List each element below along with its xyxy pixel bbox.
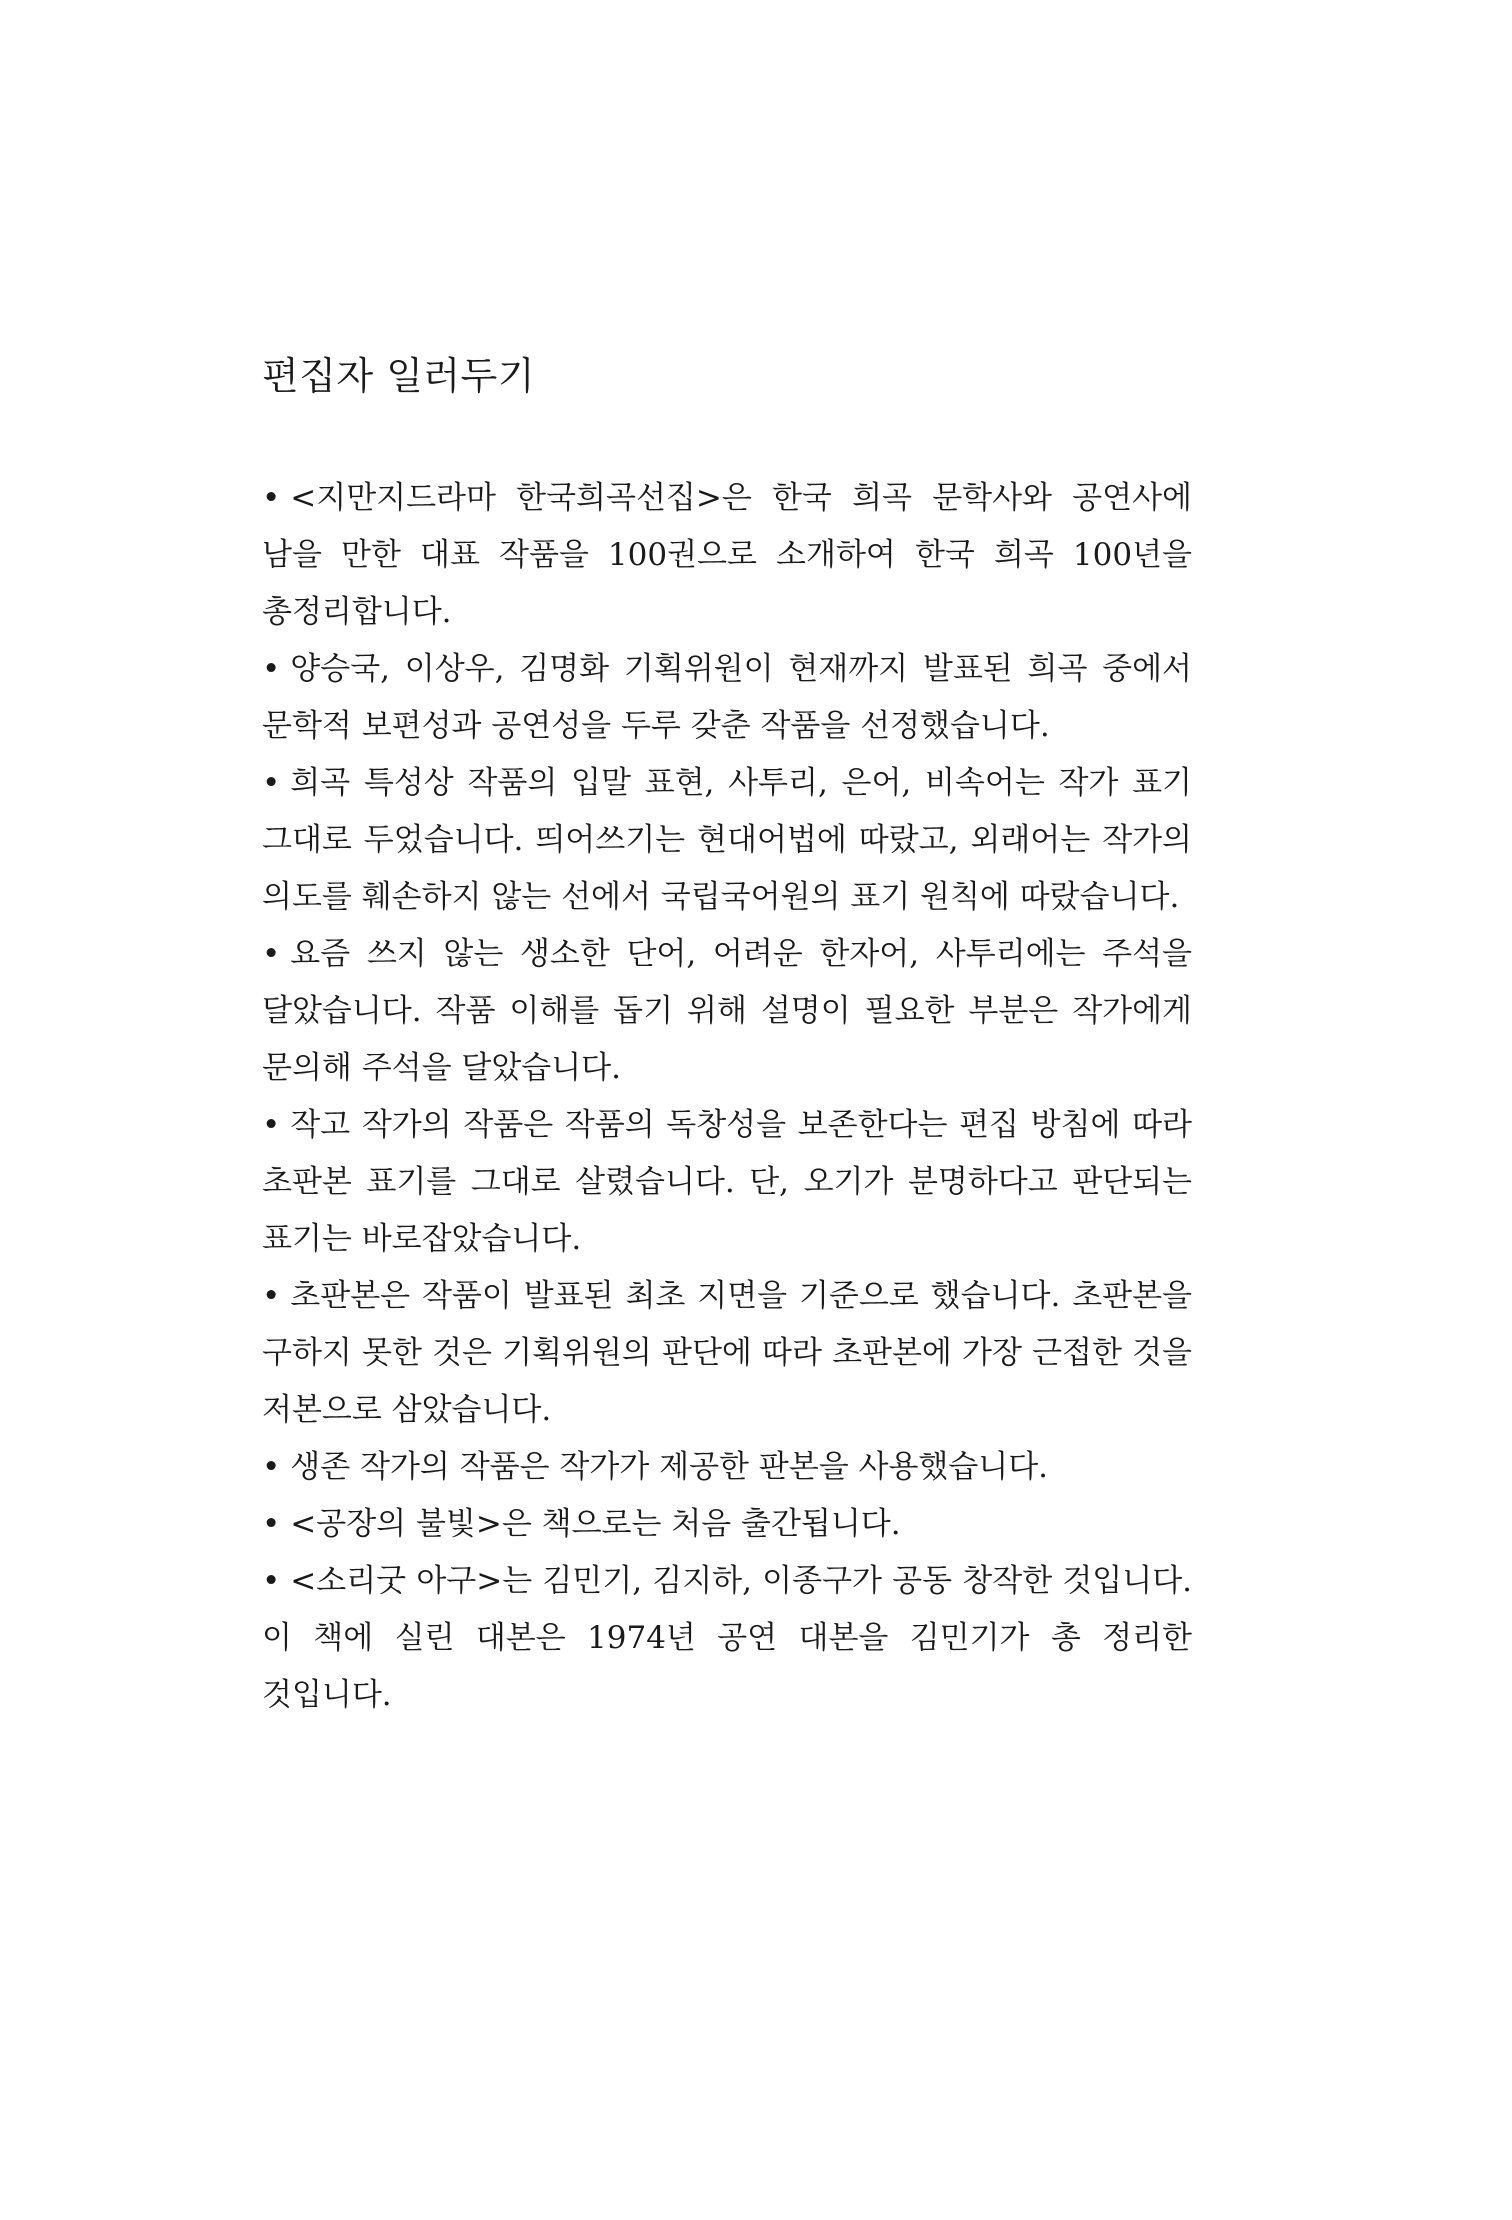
note-item	[262, 755, 1192, 926]
note-item	[262, 926, 1192, 1097]
note-text: 작고 작가의 작품은 작품의 독창성을 보존한다는 편집 방침에 따라 초판본 표기를 그대로 살렸습니다. 단, 오기가 분명하다고 판단되는 표기는 바로잡았습니다.	[262, 1107, 1192, 1257]
note-item	[262, 1097, 1192, 1268]
note-item	[262, 1553, 1192, 1724]
bullet-icon: •	[262, 1449, 281, 1485]
bullet-icon: •	[262, 1563, 281, 1599]
note-item	[262, 470, 1192, 641]
bullet-icon: •	[262, 1506, 281, 1542]
bullet-icon: •	[262, 480, 281, 516]
bullet-icon: •	[262, 936, 281, 972]
note-text: <지만지드라마 한국희곡선집>은 한국 희곡 문학사와 공연사에 남을 만한 대표 작품을 100권으로 소개하여 한국 희곡 100년을 총정리합니다.	[262, 480, 1192, 630]
bullet-icon: •	[262, 765, 281, 801]
note-item	[262, 1496, 1192, 1553]
note-item	[262, 1439, 1192, 1496]
note-item	[262, 1268, 1192, 1439]
notes-list	[262, 470, 1192, 1724]
note-text: <소리굿 아구>는 김민기, 김지하, 이종구가 공동 창작한 것입니다. 이 책에 실린 대본은 1974년 공연 대본을 김민기가 총 정리한 것입니다.	[262, 1563, 1192, 1713]
note-text: 생존 작가의 작품은 작가가 제공한 판본을 사용했습니다.	[290, 1449, 1049, 1485]
page-title: 편집자 일러두기	[262, 354, 536, 398]
bullet-icon: •	[262, 651, 281, 687]
note-text: 요즘 쓰지 않는 생소한 단어, 어려운 한자어, 사투리에는 주석을 달았습니다. 작품 이해를 돕기 위해 설명이 필요한 부분은 작가에게 문의해 주석을 달았습니다.	[262, 936, 1192, 1086]
note-text: 희곡 특성상 작품의 입말 표현, 사투리, 은어, 비속어는 작가 표기 그대로 두었습니다. 띄어쓰기는 현대어법에 따랐고, 외래어는 작가의 의도를 훼손하지 않는 선에서 국립국어원의 표기 원칙에 따랐습니다.	[262, 765, 1192, 915]
bullet-icon: •	[262, 1107, 281, 1143]
note-text: 양승국, 이상우, 김명화 기획위원이 현재까지 발표된 희곡 중에서 문학적 보편성과 공연성을 두루 갖춘 작품을 선정했습니다.	[262, 651, 1192, 744]
bullet-icon: •	[262, 1278, 281, 1314]
editor-notes-page	[262, 348, 1192, 1724]
note-item	[262, 641, 1192, 755]
note-text: 초판본은 작품이 발표된 최초 지면을 기준으로 했습니다. 초판본을 구하지 못한 것은 기획위원의 판단에 따라 초판본에 가장 근접한 것을 저본으로 삼았습니다.	[262, 1278, 1192, 1428]
note-text: <공장의 불빛>은 책으로는 처음 출간됩니다.	[290, 1506, 901, 1542]
